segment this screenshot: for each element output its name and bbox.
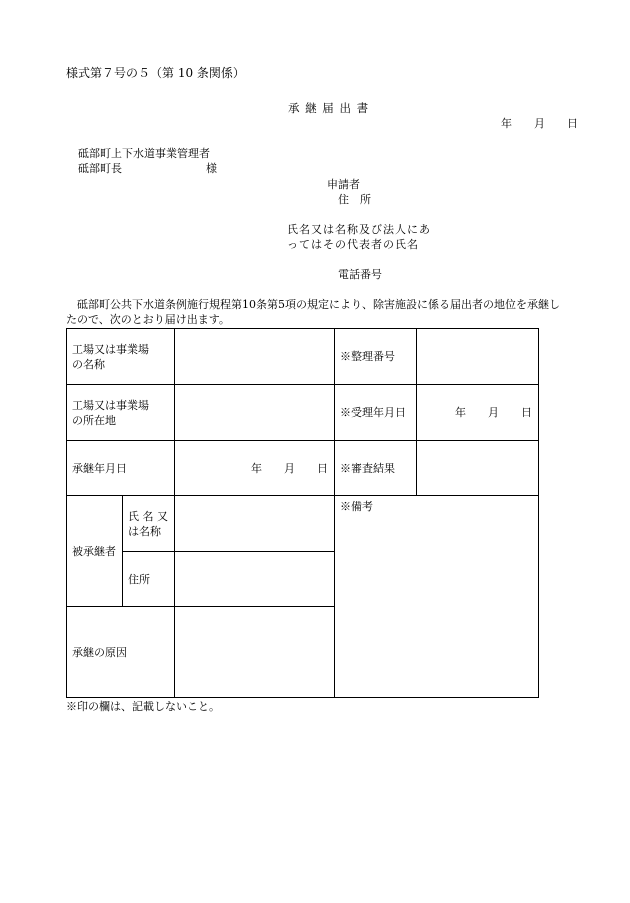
succession-reason-label: 承継の原因 xyxy=(67,607,175,698)
factory-location-label: 工場又は事業場 の所在地 xyxy=(67,385,175,441)
addressee-line1: 砥部町上下水道事業管理者 xyxy=(78,147,210,160)
review-result-label: ※審査結果 xyxy=(335,441,417,496)
date-line: 年 月 日 xyxy=(501,117,578,130)
factory-name-label: 工場又は事業場 の名称 xyxy=(67,329,175,385)
remarks-cell[interactable] xyxy=(335,496,539,698)
body-text-line2: たので、次のとおり届け出ます。 xyxy=(66,313,230,326)
review-result-field[interactable] xyxy=(417,441,539,496)
applicant-name-label-line2: ってはその代表者の氏名 xyxy=(287,238,419,251)
registration-number-label: ※整理番号 xyxy=(335,329,417,385)
applicant-label: 申請者 xyxy=(327,178,360,191)
predecessor-label: 被承継者 xyxy=(67,496,123,607)
applicant-address-label: 住 所 xyxy=(338,193,371,206)
predecessor-name-label: 氏 名 又 は名称 xyxy=(123,496,175,552)
receipt-date-label: ※受理年月日 xyxy=(335,385,417,441)
document-title: 承 継 届 出 書 xyxy=(288,101,370,115)
succession-reason-field[interactable] xyxy=(175,607,335,698)
registration-number-field[interactable] xyxy=(417,329,539,385)
applicant-name-label-line1: 氏名又は名称及び法人にあ xyxy=(287,223,431,236)
succession-date-field[interactable]: 年 月 日 xyxy=(175,441,335,496)
remarks-label: ※備考 xyxy=(340,500,373,513)
body-text-line1: 砥部町公共下水道条例施行規程第10条第5項の規定により、除害施設に係る届出者の地位を承継し xyxy=(77,298,560,311)
addressee-honorific: 様 xyxy=(206,162,217,175)
factory-name-field[interactable] xyxy=(175,329,335,385)
footnote: ※印の欄は、記載しないこと。 xyxy=(66,700,220,713)
predecessor-address-field[interactable] xyxy=(175,552,335,607)
predecessor-name-field[interactable] xyxy=(175,496,335,552)
addressee-line2: 砥部町長 xyxy=(78,162,122,175)
receipt-date-field[interactable]: 年 月 日 xyxy=(417,385,539,441)
applicant-phone-label: 電話番号 xyxy=(338,268,382,281)
succession-date-label: 承継年月日 xyxy=(67,441,175,496)
succession-form-table xyxy=(66,328,539,698)
form-number: 様式第７号の５（第 10 条関係） xyxy=(66,66,245,80)
predecessor-address-label: 住所 xyxy=(123,552,175,607)
factory-location-field[interactable] xyxy=(175,385,335,441)
